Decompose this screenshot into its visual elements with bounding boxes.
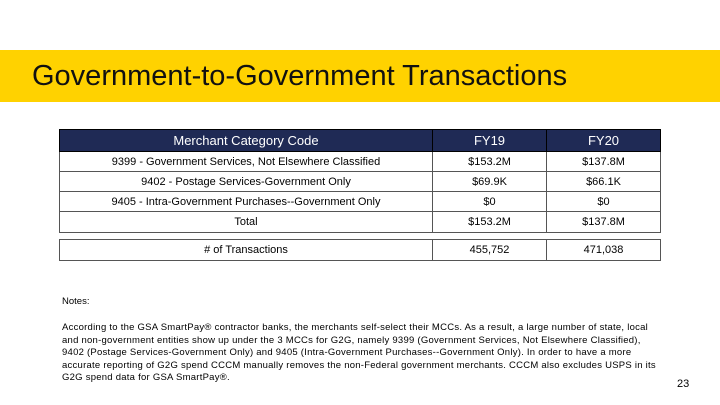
fy19-value-cell: $153.2M xyxy=(433,152,547,172)
total-fy20-cell: $137.8M xyxy=(547,212,661,233)
table-header-row xyxy=(60,130,661,152)
transactions-fy20-cell: 471,038 xyxy=(547,240,661,261)
table-row xyxy=(60,192,661,212)
page-number: 23 xyxy=(677,378,690,390)
fy19-value-cell: $69.9K xyxy=(433,172,547,192)
mcc-code-cell: 9402 - Postage Services-Government Only xyxy=(60,172,433,192)
total-label-cell: Total xyxy=(60,212,433,233)
spacer-cell xyxy=(60,233,433,240)
total-fy19-cell: $153.2M xyxy=(433,212,547,233)
table-row xyxy=(60,172,661,192)
spacer-cell xyxy=(433,233,547,240)
header-fy20: FY20 xyxy=(547,130,661,152)
fy20-value-cell: $0 xyxy=(547,192,661,212)
transactions-label-cell: # of Transactions xyxy=(60,240,433,261)
header-fy19: FY19 xyxy=(433,130,547,152)
spacer-cell xyxy=(547,233,661,240)
transactions-fy19-cell: 455,752 xyxy=(433,240,547,261)
table-spacer-row xyxy=(60,233,661,240)
header-merchant-category-code: Merchant Category Code xyxy=(60,130,433,152)
fy20-value-cell: $66.1K xyxy=(547,172,661,192)
mcc-code-cell: 9405 - Intra-Government Purchases--Government Only xyxy=(60,192,433,212)
slide-title: Government-to-Government Transactions xyxy=(32,60,568,92)
notes-label: Notes: xyxy=(62,296,90,307)
fy20-value-cell: $137.8M xyxy=(547,152,661,172)
mcc-spend-table xyxy=(59,129,661,261)
table-row xyxy=(60,152,661,172)
mcc-code-cell: 9399 - Government Services, Not Elsewhere Classified xyxy=(60,152,433,172)
fy19-value-cell: $0 xyxy=(433,192,547,212)
total-row xyxy=(60,212,661,233)
notes-text: According to the GSA SmartPay® contractor banks, the merchants self-select their MCCs. As a result, a large number of state, local and non-government entities show up under the 3 MCCs for G2G, namely 9399 (Government Services, Not Elsewhere Classified), 9402 (Postage Services-Government Only) and 9405 (Intra-Government Purchases--Government Only). In order to have a more accurate reporting of G2G spend CCCM manually removes the non-Federal government merchants. CCCM also excludes USPS in its G2G spend data for GSA SmartPay®. xyxy=(62,322,656,384)
transactions-row xyxy=(60,240,661,261)
